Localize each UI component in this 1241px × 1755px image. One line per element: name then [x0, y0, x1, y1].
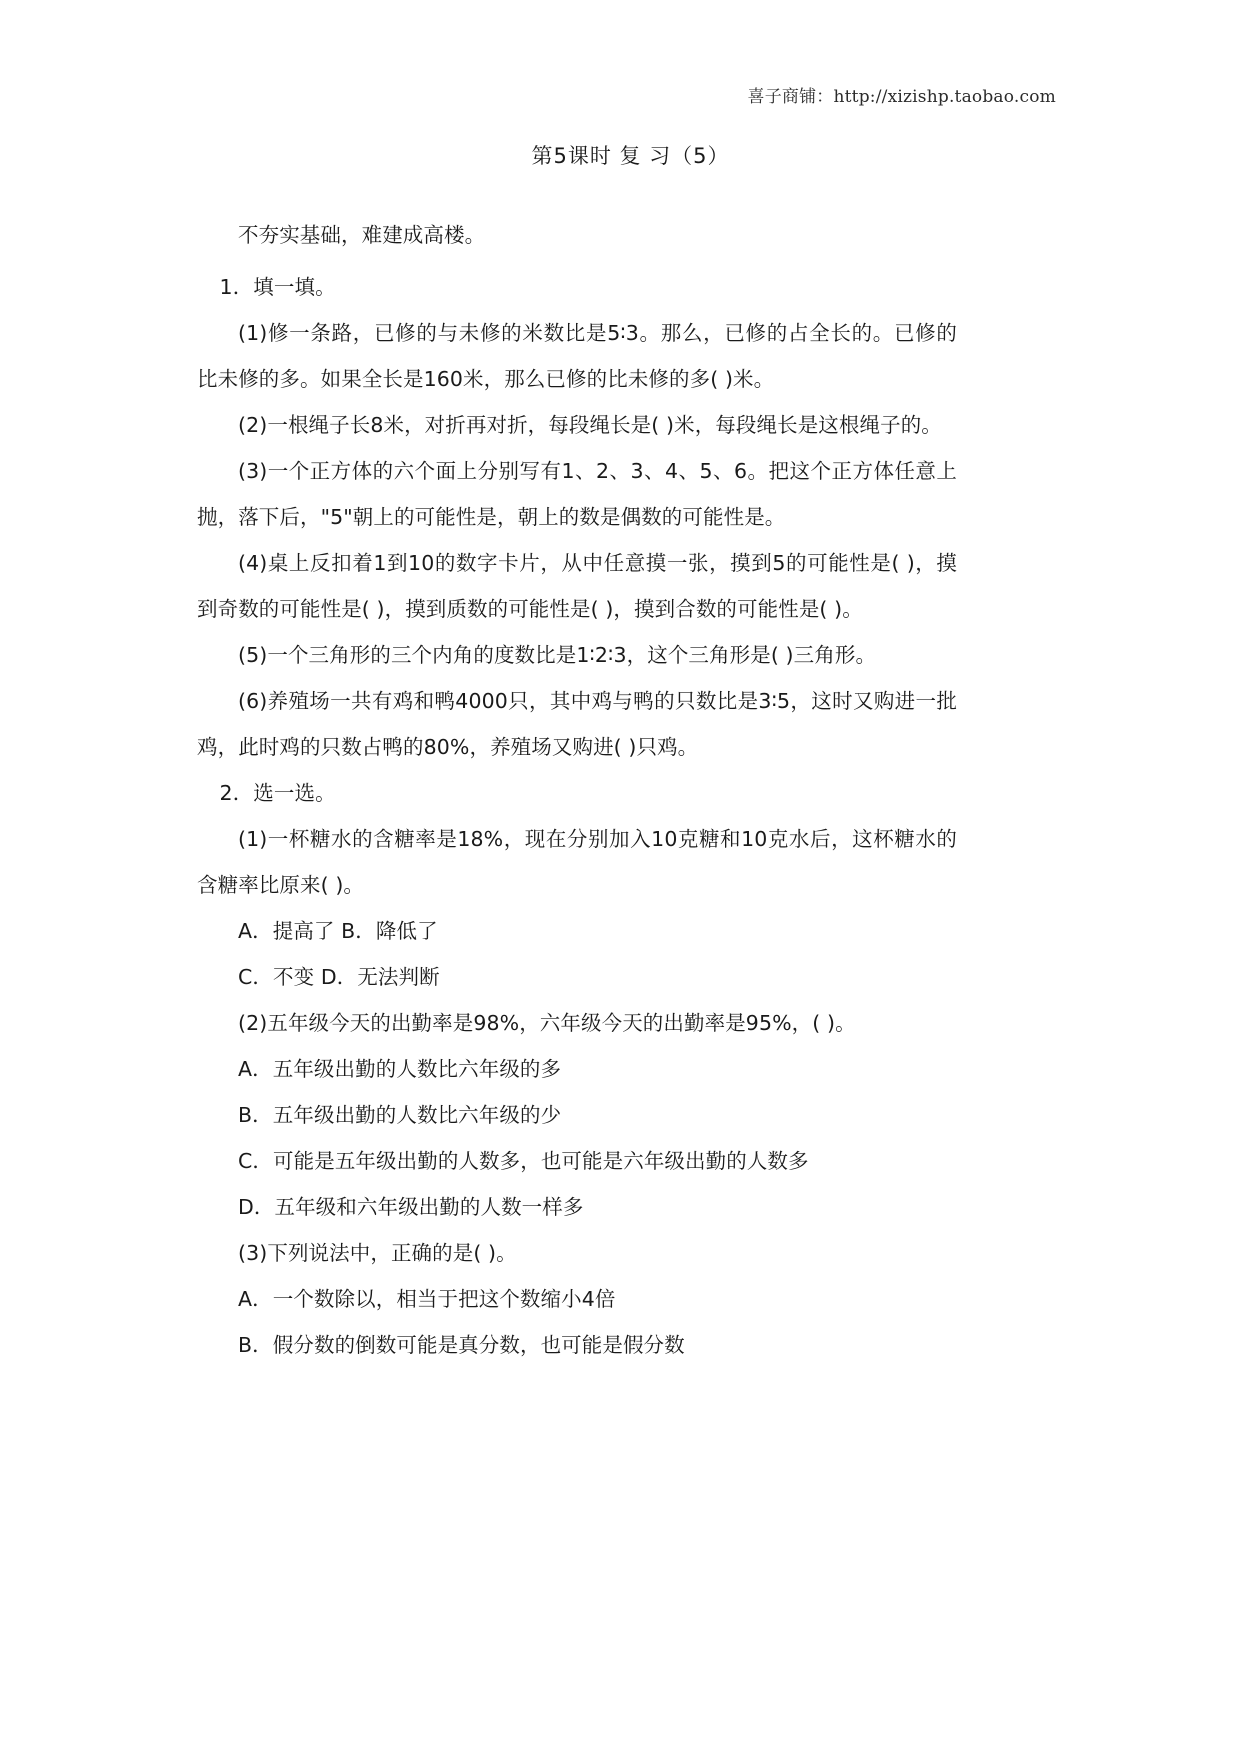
- exercise-item: (6)养殖场一共有鸡和鸭4000只，其中鸡与鸭的只数比是3∶5，这时又购进一批鸡，此时鸡的只数占鸭的80%，养殖场又购进( )只鸡。: [197, 689, 957, 759]
- question-option: C．不变 D．无法判断: [238, 965, 440, 989]
- question-option: B．假分数的倒数可能是真分数，也可能是假分数: [238, 1333, 685, 1357]
- question-option: A．五年级出勤的人数比六年级的多: [238, 1057, 562, 1081]
- question-option: C．可能是五年级出勤的人数多，也可能是六年级出勤的人数多: [238, 1149, 809, 1173]
- page-title: 第5课时 复 习（5）: [531, 144, 730, 168]
- shop-watermark-text: 喜子商铺：http://xizishp.taobao.com: [747, 87, 1056, 107]
- question-option: A．提高了 B．降低了: [238, 919, 438, 943]
- motto-text: 不夯实基础，难建成高楼。: [238, 223, 486, 247]
- exercise-item: (1)修一条路，已修的与未修的米数比是5∶3。那么，已修的占全长的。已修的比未修的多。如果全长是160米，那么已修的比未修的多( )米。: [197, 321, 957, 391]
- question-option: B．五年级出勤的人数比六年级的少: [238, 1103, 562, 1127]
- exercise-item: (3)一个正方体的六个面上分别写有1、2、3、4、5、6。把这个正方体任意上抛，落下后，"5"朝上的可能性是，朝上的数是偶数的可能性是。: [197, 459, 957, 529]
- exercise-item: (4)桌上反扣着1到10的数字卡片，从中任意摸一张，摸到5的可能性是( )，摸到奇数的可能性是( )，摸到质数的可能性是( )，摸到合数的可能性是( )。: [197, 551, 957, 621]
- question-option: D．五年级和六年级出勤的人数一样多: [238, 1195, 584, 1219]
- page-header: [0, 0, 1241, 120]
- exercise-item: (2)一根绳子长8米，对折再对折，每段绳长是( )米，每段绳长是这根绳子的。: [238, 413, 942, 437]
- section-heading-fill-in: 1．填一填。: [219, 275, 336, 299]
- document-body: [197, 212, 957, 1368]
- question-option: A．一个数除以，相当于把这个数缩小4倍: [238, 1287, 616, 1311]
- question-stem: (2)五年级今天的出勤率是98%，六年级今天的出勤率是95%，( )。: [238, 1011, 856, 1035]
- question-stem: (1)一杯糖水的含糖率是18%，现在分别加入10克糖和10克水后，这杯糖水的含糖率比原来( )。: [197, 827, 957, 897]
- section-heading-multiple-choice: 2．选一选。: [219, 781, 336, 805]
- question-stem: (3)下列说法中，正确的是( )。: [238, 1241, 517, 1265]
- exercise-item: (5)一个三角形的三个内角的度数比是1∶2∶3，这个三角形是( )三角形。: [238, 643, 877, 667]
